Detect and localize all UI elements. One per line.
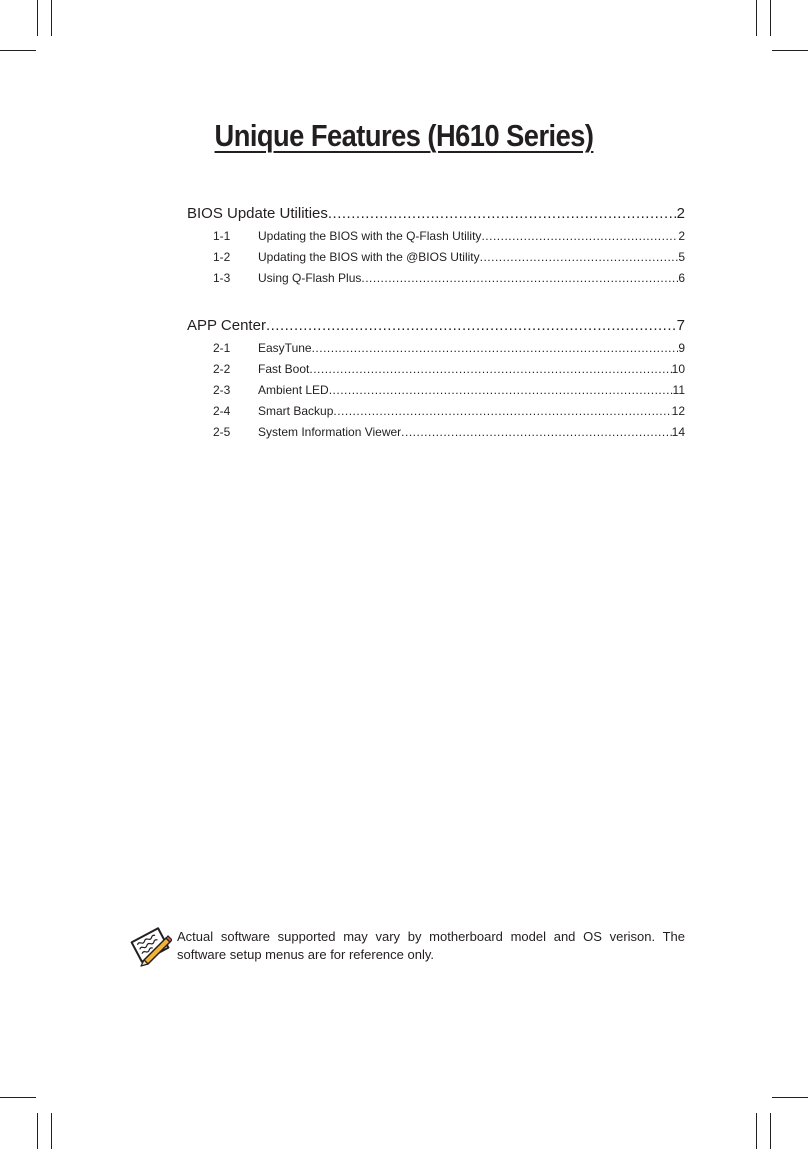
toc-item-label: Using Q-Flash Plus [258,271,362,285]
toc-item-label: Updating the BIOS with the Q-Flash Utility [258,229,482,243]
toc-page-number: 6 [678,271,685,285]
toc-page-number: 12 [671,404,685,418]
crop-mark [756,0,757,36]
toc-page-number: 7 [676,317,685,334]
toc-item-label: Smart Backup [258,404,334,418]
toc-section-label: BIOS Update Utilities [187,205,328,222]
toc-item-number: 2-1 [213,341,231,355]
toc-item-number: 2-2 [213,362,231,376]
note-text: Actual software supported may vary by motherboard model and OS verison. The software setup menus are for reference only. [177,929,685,962]
toc-item[interactable] [213,362,685,378]
crop-mark [37,1113,38,1149]
toc-page-number: 2 [678,229,685,243]
toc-item[interactable] [213,250,685,266]
toc-page-number: 10 [671,362,685,376]
crop-mark [0,50,36,51]
toc-item[interactable] [213,341,685,357]
toc-leader [312,341,679,355]
note-pencil-icon [128,923,172,967]
crop-mark [51,1113,52,1149]
toc-leader [328,205,677,222]
toc-leader [481,229,678,243]
toc-item[interactable] [213,383,685,399]
crop-mark [0,1097,36,1098]
crop-mark [51,0,52,36]
toc-section-app-center[interactable] [187,317,685,337]
toc-leader [480,250,679,264]
toc-item-number: 1-3 [213,271,231,285]
toc-item-label: Ambient LED [258,383,329,397]
toc-section-label: APP Center [187,317,266,334]
toc-item[interactable] [213,271,685,287]
toc-item-label: Fast Boot [258,362,310,376]
crop-mark [770,0,771,36]
toc-leader [266,317,677,334]
toc-page-number: 5 [678,250,685,264]
toc-item[interactable] [213,425,685,441]
toc-item[interactable] [213,229,685,245]
toc-item-label: EasyTune [258,341,312,355]
toc-page-number: 11 [672,383,685,397]
toc-leader [333,404,671,418]
toc-leader [401,425,671,439]
toc-item[interactable] [213,404,685,420]
crop-mark [772,50,808,51]
toc-item-number: 2-4 [213,404,231,418]
toc-item-number: 2-3 [213,383,231,397]
crop-mark [37,0,38,36]
toc-item-number: 1-1 [213,229,231,243]
toc-item-label: Updating the BIOS with the @BIOS Utility [258,250,480,264]
toc-item-label: System Information Viewer [258,425,402,439]
toc-leader [309,362,671,376]
toc-section-bios-update-utilities[interactable] [187,205,685,225]
toc-item-number: 2-5 [213,425,231,439]
crop-mark [770,1113,771,1149]
page-title: Unique Features (H610 Series) [214,118,594,153]
toc-item-number: 1-2 [213,250,231,264]
toc-page-number: 14 [671,425,685,439]
toc-page-number: 9 [678,341,685,355]
crop-mark [772,1097,808,1098]
crop-mark [756,1113,757,1149]
toc-page-number: 2 [676,205,685,222]
toc-leader [361,271,678,285]
toc-leader [329,383,673,397]
